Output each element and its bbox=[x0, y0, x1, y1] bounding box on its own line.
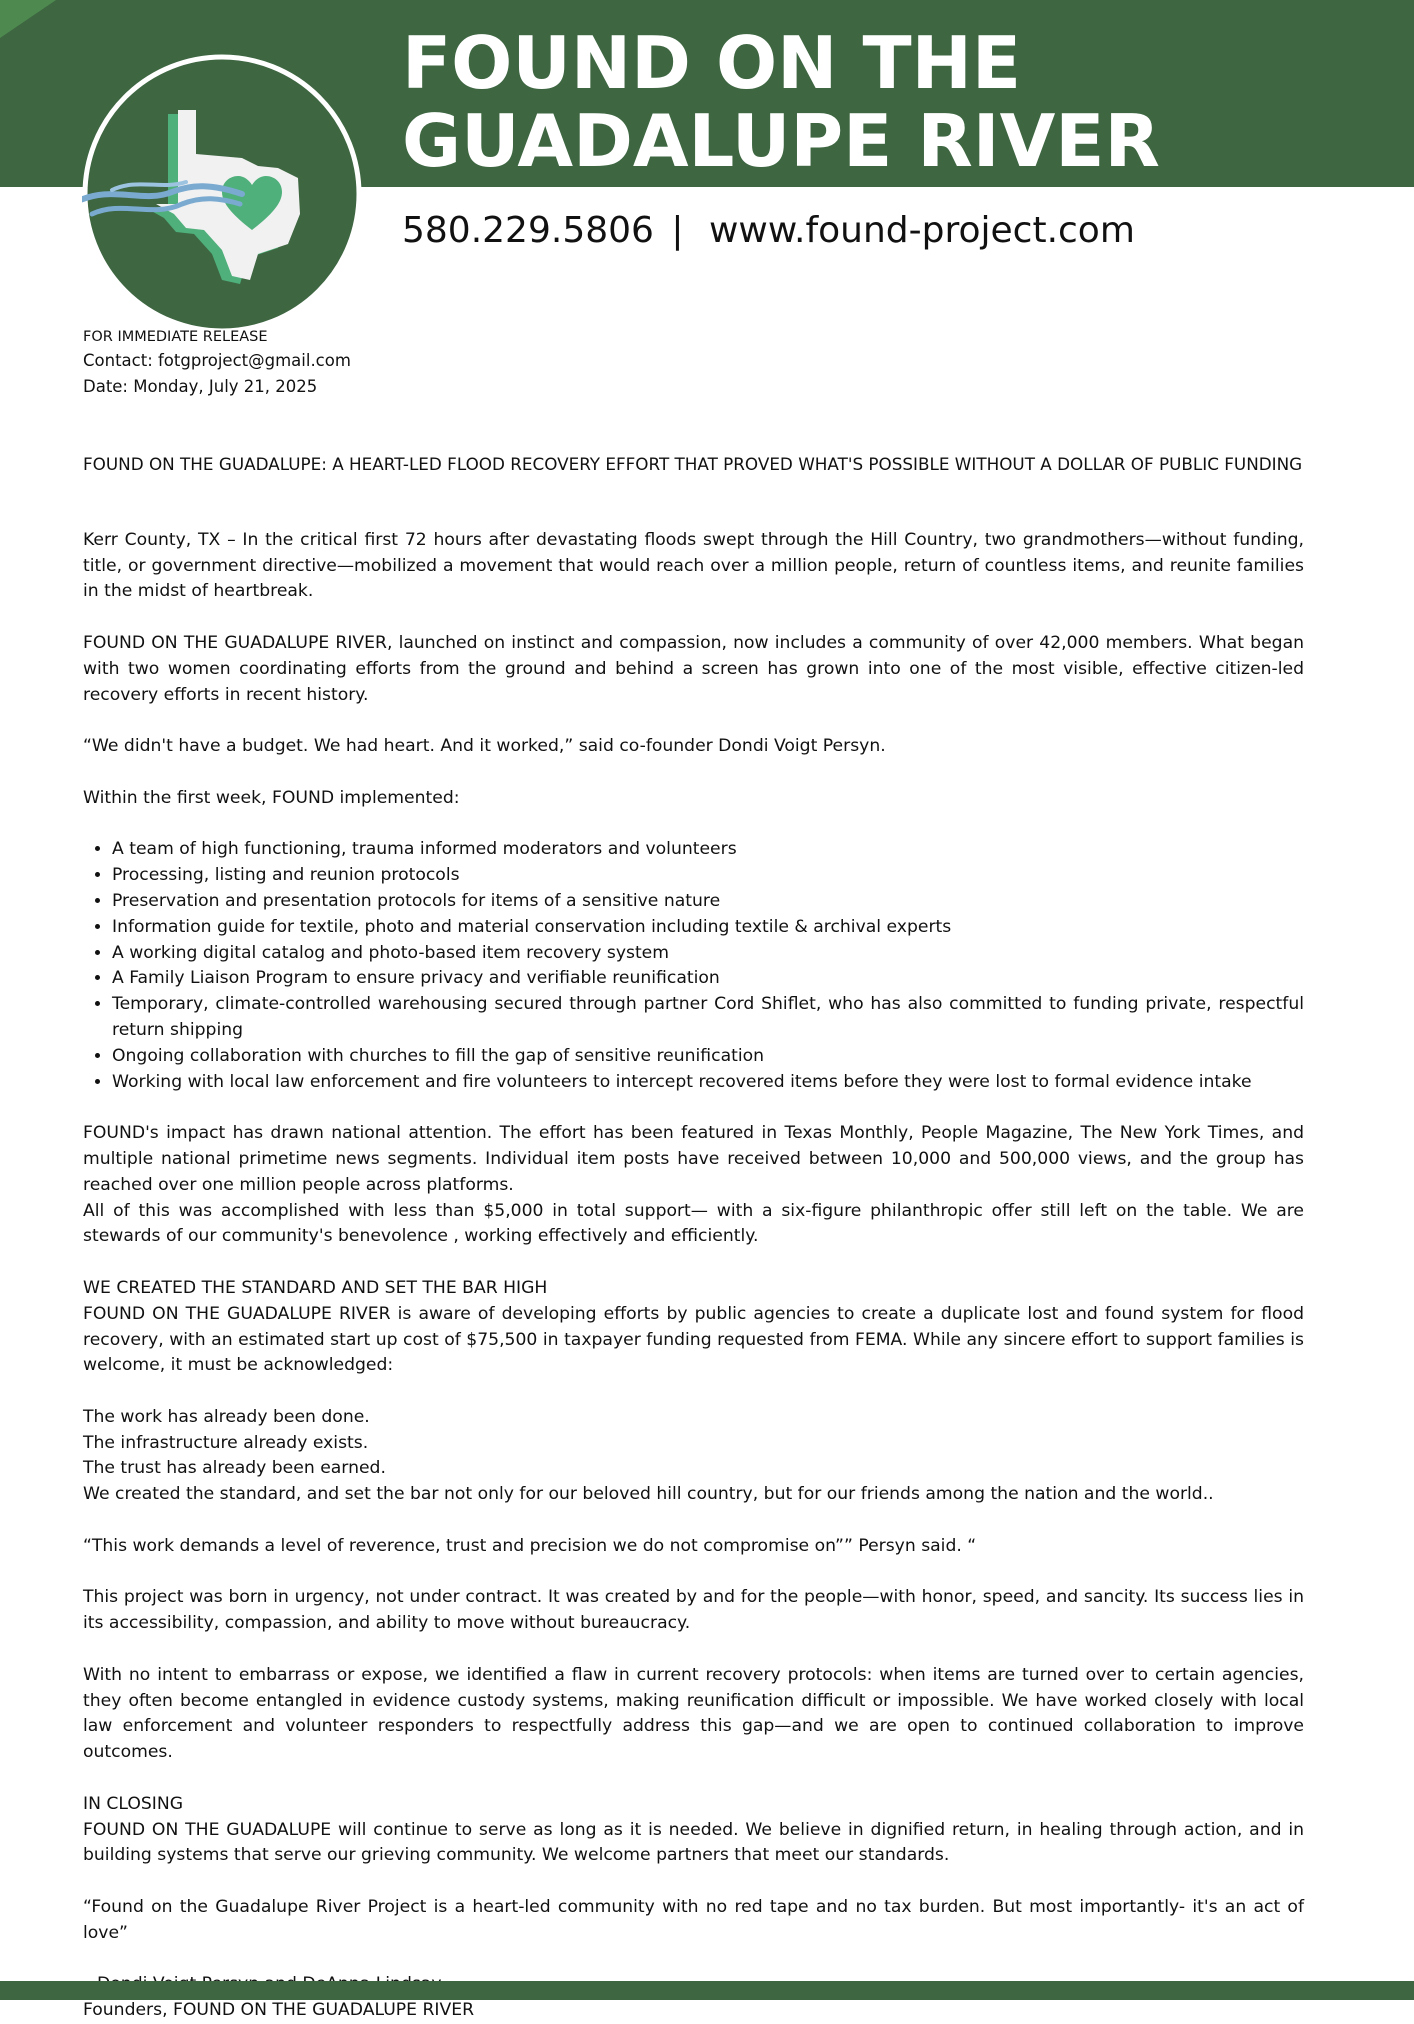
title-line-2: GUADALUPE RIVER bbox=[402, 99, 1160, 183]
quote-love: “Found on the Guadalupe River Project is a heart-led community with no red tape and no tax burden. But most importantly- it's an act of love” bbox=[83, 1897, 1304, 1943]
list-item: • Working with local law enforcement and fire volunteers to intercept recovered items before they were lost to formal evidence intake bbox=[112, 1070, 1304, 1096]
paragraph-impact: FOUND's impact has drawn national attention. The effort has been featured in Texas Monthly, People Magazine, The New York Times, and multiple national primetime news segments. Individual item posts have received between 10,000 and 500,000 views, and the group has reached over one million people across platforms. bbox=[83, 1123, 1304, 1195]
release-label: FOR IMMEDIATE RELEASE bbox=[83, 329, 268, 345]
contact-line bbox=[402, 210, 1135, 251]
quote-budget: “We didn't have a budget. We had heart. And it worked,” said co-founder Dondi Voigt Persyn. bbox=[83, 736, 886, 757]
list-item: • Ongoing collaboration with churches to fill the gap of sensitive reunification bbox=[112, 1044, 1304, 1070]
page-title bbox=[402, 21, 1160, 183]
release-meta bbox=[83, 326, 351, 400]
title-line-1: FOUND ON THE bbox=[402, 21, 1022, 105]
texas-heart-logo bbox=[82, 54, 362, 334]
paragraph-protocol-flaw: With no intent to embarrass or expose, we identified a flaw in current recovery protocols: when items are turned over to certain agencies, they often become entangled in evidence custody systems, making reunification difficult or impossible. We have worked closely with local law enforcement and volunteer responders to respectfully address this gap—and we are open to continued collaboration to improve outcomes. bbox=[83, 1664, 1304, 1763]
section-heading-standard: WE CREATED THE STANDARD AND SET THE BAR HIGH bbox=[83, 1277, 548, 1298]
paragraph-community: FOUND ON THE GUADALUPE RIVER, launched on instinct and compassion, now includes a community of over 42,000 members. What began with two women coordinating efforts from the ground and behind a screen has grown into one of the most visible, effective citizen-led recovery efforts in recent history. bbox=[83, 632, 1304, 705]
section-heading-closing: IN CLOSING bbox=[83, 1793, 184, 1814]
list-item: • A Family Liaison Program to ensure privacy and verifiable reunification bbox=[112, 966, 1304, 992]
statement-line: The infrastructure already exists. bbox=[83, 1432, 369, 1453]
paragraph-intro: Kerr County, TX – In the critical first 72 hours after devastating floods swept through the Hill Country, two grandmothers—without funding, title, or government directive—mobilized a movement that would reach over a million people, return of countless items, and reunite families in the midst of heartbreak. bbox=[83, 529, 1304, 602]
footer-band bbox=[0, 1981, 1414, 2000]
implemented-list bbox=[83, 837, 1304, 1095]
list-item: • A team of high functioning, trauma informed moderators and volunteers bbox=[112, 837, 1304, 863]
statement-line: The trust has already been earned. bbox=[83, 1458, 386, 1479]
headline: FOUND ON THE GUADALUPE: A HEART-LED FLOOD RECOVERY EFFORT THAT PROVED WHAT'S POSSIBLE WITHOUT A DOLLAR OF PUBLIC FUNDING bbox=[83, 454, 1303, 474]
list-item: • Temporary, climate-controlled warehousing secured through partner Cord Shiflet, who has also committed to funding private, respectful return shipping bbox=[112, 992, 1304, 1044]
paragraph-urgency: This project was born in urgency, not under contract. It was created by and for the people—with honor, speed, and sancity. Its success lies in its accessibility, compassion, and ability to move without bureaucracy. bbox=[83, 1587, 1304, 1634]
statement-line: We created the standard, and set the bar not only for our beloved hill country, but for our friends among the nation and the world.. bbox=[83, 1484, 1214, 1505]
list-item: • Information guide for textile, photo and material conservation including textile & archival experts bbox=[112, 915, 1304, 941]
statement-line: The work has already been done. bbox=[83, 1406, 370, 1427]
release-date: Date: Monday, July 21, 2025 bbox=[83, 377, 318, 396]
phone-number: 580.229.5806 bbox=[402, 210, 654, 251]
quote-reverence: “This work demands a level of reverence, trust and precision we do not compromise on”” Persyn said. “ bbox=[83, 1535, 977, 1556]
separator: | bbox=[671, 210, 684, 251]
website-link[interactable]: www.found-project.com bbox=[708, 210, 1135, 251]
list-item: • Preservation and presentation protocols for items of a sensitive nature bbox=[112, 889, 1304, 915]
paragraph-support: All of this was accomplished with less than $5,000 in total support— with a six-figure philanthropic offer still left on the table. We are stewards of our community's benevolence , working effectively and efficiently. bbox=[83, 1200, 1304, 1247]
list-item: • A working digital catalog and photo-based item recovery system bbox=[112, 941, 1304, 967]
signature-title: Founders, FOUND ON THE GUADALUPE RIVER bbox=[83, 2000, 475, 2021]
paragraph-implemented: Within the first week, FOUND implemented: bbox=[83, 787, 460, 808]
paragraph-closing: FOUND ON THE GUADALUPE will continue to serve as long as it is needed. We believe in dignified return, in healing through action, and in building systems that serve our grieving community. We welcome partners that meet our standards. bbox=[83, 1819, 1304, 1866]
paragraph-fema: FOUND ON THE GUADALUPE RIVER is aware of developing efforts by public agencies to create a duplicate lost and found system for flood recovery, with an estimated start up cost of $75,500 in taxpayer funding requested from FEMA. While any sincere effort to support families is welcome, it must be acknowledged: bbox=[83, 1303, 1304, 1376]
contact-email: Contact: fotgproject@gmail.com bbox=[83, 351, 351, 370]
corner-accent bbox=[0, 0, 56, 38]
list-item: • Processing, listing and reunion protocols bbox=[112, 863, 1304, 889]
press-release-body bbox=[83, 452, 1304, 2024]
